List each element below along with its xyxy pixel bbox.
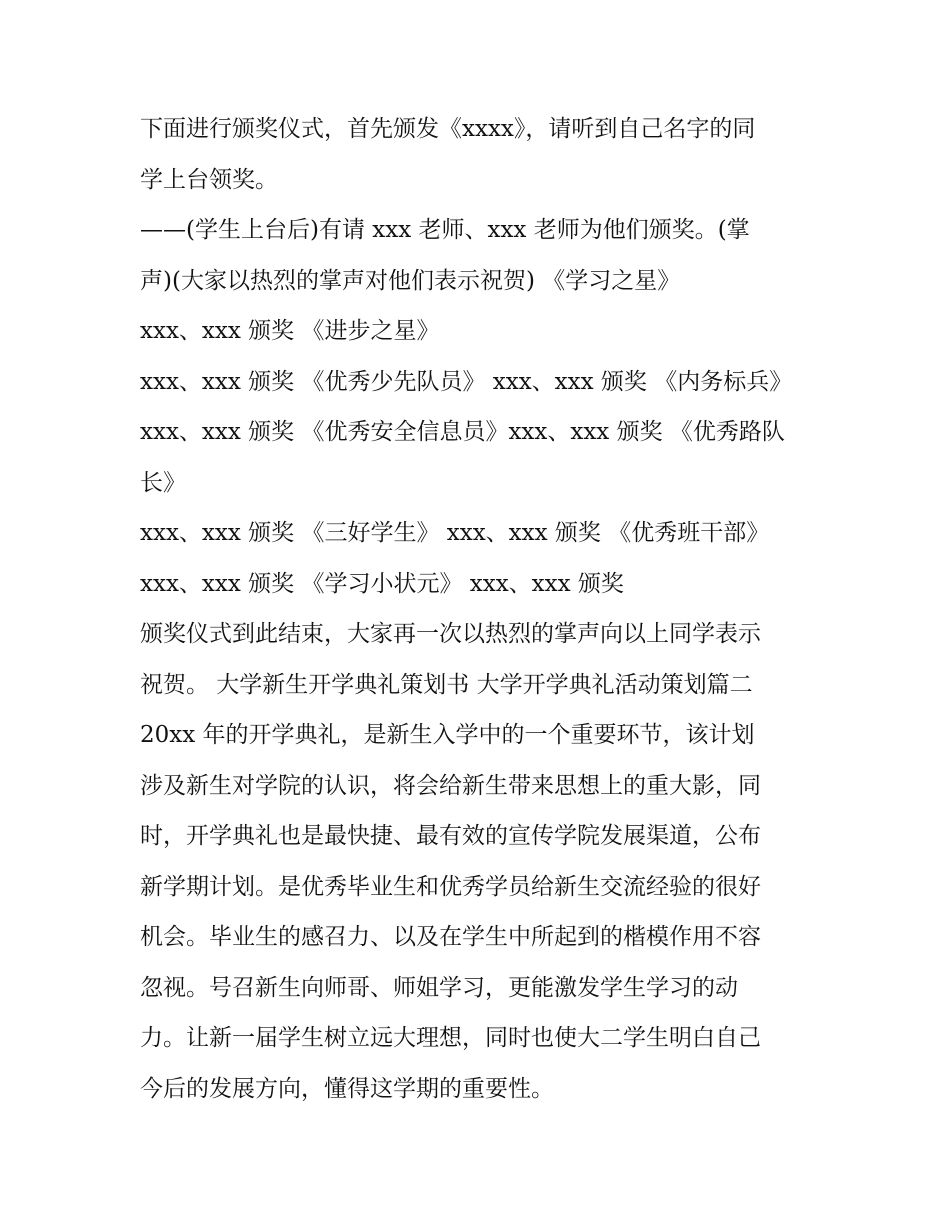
text-line: 新学期计划。是优秀毕业生和优秀学员给新生交流经验的很好 [140,873,761,900]
text-line: 忽视。号召新生向师哥、师姐学习，更能激发学生学习的动 [140,974,738,1001]
text-line: xxx、xxx 颁奖 《三好学生》 xxx、xxx 颁奖 《优秀班干部》 [140,520,770,546]
text-line: 时，开学典礼也是最快捷、最有效的宣传学院发展渠道，公布 [140,823,761,849]
text-line: 长》 [140,469,186,496]
body-text [140,104,820,1114]
text-line: 颁奖仪式到此结束，大家再一次以热烈的掌声向以上同学表示 [140,621,761,647]
text-line: 涉及新生对学院的认识，将会给新生带来思想上的重大影，同 [140,772,761,799]
text-line: 力。让新一届学生树立远大理想，同时也使大二学生明白自己 [140,1025,761,1051]
text-line: xxx、xxx 颁奖 《进步之星》 [140,318,440,344]
text-line: xxx、xxx 颁奖 《优秀安全信息员》xxx、xxx 颁奖 《优秀路队 [140,419,785,445]
text-line: 声)(大家以热烈的掌声对他们表示祝贺) 《学习之星》 [140,267,681,294]
text-line: 20xx 年的开学典礼，是新生入学中的一个重要环节，该计划 [140,722,755,748]
text-line: xxx、xxx 颁奖 《学习小状元》 xxx、xxx 颁奖 [140,570,624,597]
text-line: ——(学生上台后)有请 xxx 老师、xxx 老师为他们颁奖。(掌 [140,217,750,243]
text-line: 学上台领奖。 [140,166,278,193]
text-line: xxx、xxx 颁奖 《优秀少先队员》 xxx、xxx 颁奖 《内务标兵》 [140,368,793,395]
text-line: 机会。毕业生的感召力、以及在学生中所起到的楷模作用不容 [140,924,761,950]
text-line: 今后的发展方向，懂得这学期的重要性。 [140,1075,554,1102]
text-line: 下面进行颁奖仪式，首先颁发《xxxx》，请听到自己名字的同 [140,116,756,142]
text-line: 祝贺。 大学新生开学典礼策划书 大学开学典礼活动策划篇二 [140,671,753,698]
